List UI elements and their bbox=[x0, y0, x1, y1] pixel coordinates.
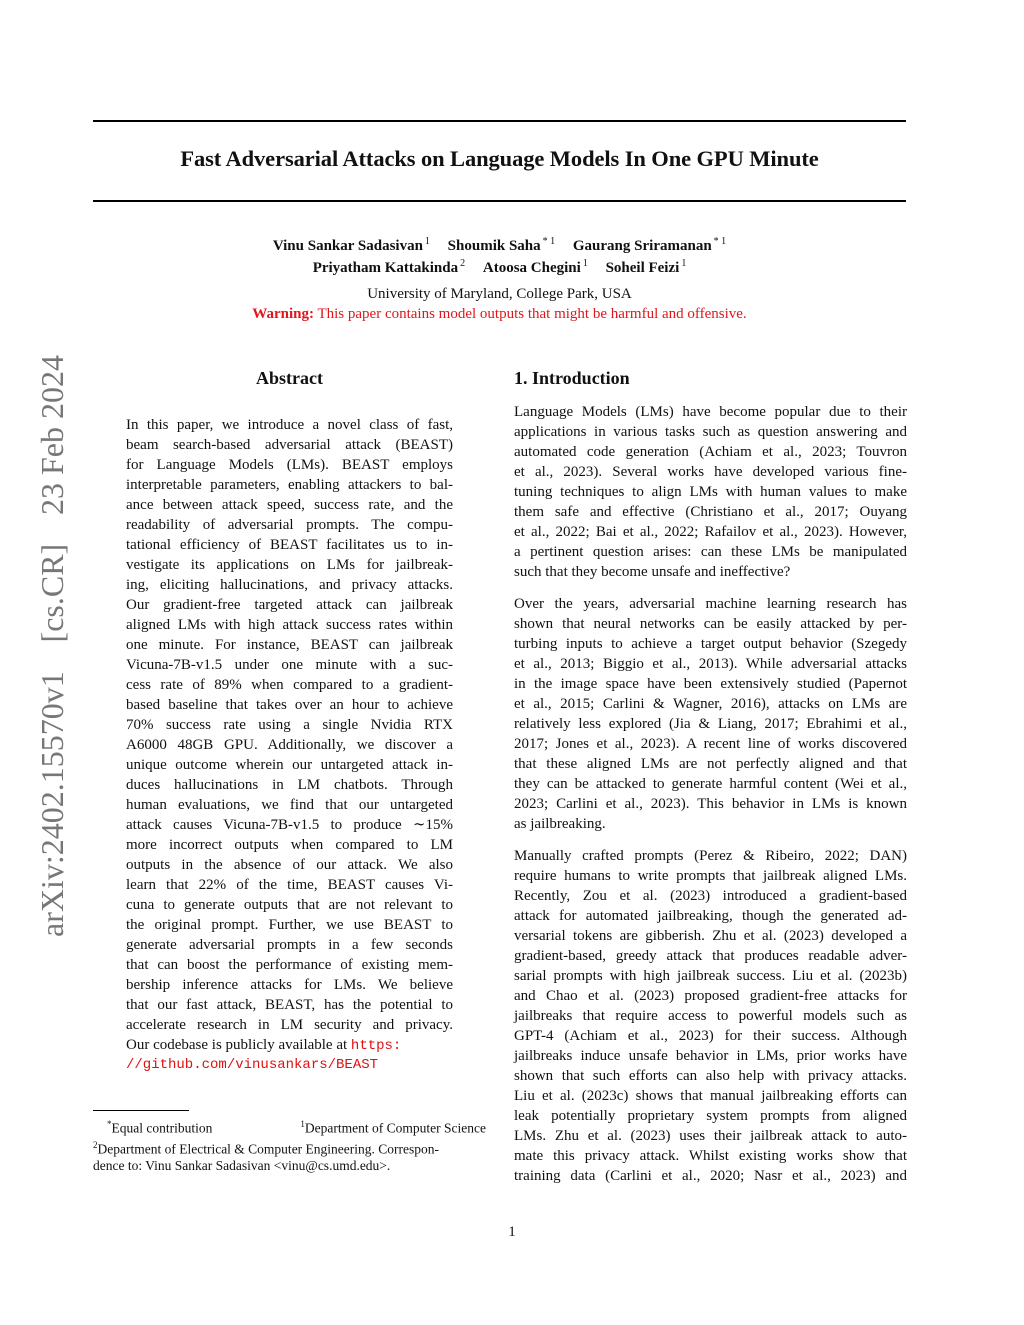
text-line: outputs in the absence of our attack. We also bbox=[126, 857, 453, 873]
text-line: more incorrect outputs when compared to LM bbox=[126, 837, 453, 853]
text-line: Vicuna-7B-v1.5 under one minute with a suc- bbox=[126, 657, 453, 673]
text-line: 70% success rate using a single Nvidia RTX bbox=[126, 717, 453, 733]
text-line: LMs. Zhu et al. (2023) uses their jailbreak attack to auto- bbox=[514, 1128, 907, 1144]
text-line: vestigate its applications on LMs for jailbreak- bbox=[126, 557, 453, 573]
text-line: aligned LMs with high attack success rates within bbox=[126, 617, 453, 633]
footnote-line-3: dence to: Vinu Sankar Sadasivan <vinu@cs.umd.edu>. bbox=[93, 1158, 391, 1173]
text-line: applications in various tasks such as question answering and bbox=[514, 424, 907, 440]
text-line: ing, eliciting hallucinations, and privacy attacks. bbox=[126, 577, 453, 593]
text-line: bership inference attacks for LMs. We believe bbox=[126, 977, 453, 993]
text-line: leak potentially proprietary system prompts from aligned bbox=[514, 1108, 907, 1124]
codebase-link[interactable]: https: bbox=[350, 1038, 402, 1054]
page-number: 1 bbox=[508, 1224, 516, 1240]
text-line: relatively less explored (Jia & Liang, 2017; Ebrahimi et al., bbox=[514, 716, 907, 732]
text-line: shown that such efforts can also help with privacy attacks. bbox=[514, 1068, 907, 1084]
text-line: Over the years, adversarial machine learning research has bbox=[514, 596, 907, 612]
text-line: gradient-based, greedy attack that produces readable adver- bbox=[514, 948, 907, 964]
text-line: Liu et al. (2023c) shows that manual jailbreaking efforts can bbox=[514, 1088, 907, 1104]
text-line: In this paper, we introduce a novel class of fast, bbox=[126, 417, 453, 433]
author: Priyatham Kattakinda $^2$ bbox=[312, 258, 466, 276]
footnote-rule bbox=[93, 1110, 189, 1111]
affiliation: University of Maryland, College Park, USA bbox=[367, 286, 632, 302]
text-line: Language Models (LMs) have become popular due to their bbox=[514, 404, 907, 420]
footnote-line-2: $^2$Department of Electrical & Computer Engineering. Correspon- bbox=[93, 1139, 440, 1156]
text-line: automated code generation (Achiam et al., 2023; Touvron bbox=[514, 444, 907, 460]
text-line: generate adversarial prompts in a few seconds bbox=[126, 937, 453, 953]
text-line: human evaluations, we find that our untargeted bbox=[126, 797, 453, 813]
text-line: tuning techniques to align LMs with human values to make bbox=[514, 484, 907, 500]
text-line: cuna to generate outputs that are not relevant to bbox=[126, 897, 453, 913]
codebase-link-continued[interactable]: //github.com/vinusankars/BEAST bbox=[126, 1057, 379, 1073]
arxiv-category: [cs.CR] bbox=[34, 543, 70, 643]
introduction-heading: 1. Introduction bbox=[514, 368, 630, 388]
text-line: a pertinent question arises: can these LMs be manipulated bbox=[514, 544, 907, 560]
text-line: shown that neural networks can be easily attacked by per- bbox=[514, 616, 907, 632]
text-line: et al., 2013; Biggio et al., 2013). While adversarial attacks bbox=[514, 656, 907, 672]
author: Soheil Feizi $^1$ bbox=[605, 258, 687, 276]
arxiv-id: arXiv:2402.15570v1 bbox=[34, 671, 70, 937]
text-line: Recently, Zou et al. (2023) introduced a gradient-based bbox=[514, 888, 907, 904]
title-bottom-rule bbox=[93, 200, 906, 202]
text-line: them safe and effective (Christiano et al., 2017; Ouyang bbox=[514, 504, 907, 520]
text-line: one minute. For instance, BEAST can jailbreak bbox=[126, 637, 453, 653]
text-line: tational efficiency of BEAST facilitates us to in- bbox=[126, 537, 453, 553]
text-line: they can be attacked to generate harmful content (Wei et al., bbox=[514, 776, 907, 792]
text-line: beam search-based adversarial attack (BEAST) bbox=[126, 437, 453, 453]
text-line: learn that 22% of the time, BEAST causes Vi- bbox=[126, 877, 453, 893]
author-row-1 bbox=[93, 236, 906, 255]
text-line: 2023; Carlini et al., 2023). This behavior in LMs is known bbox=[514, 796, 907, 812]
text-line: interpretable parameters, enabling attackers to bal- bbox=[126, 477, 453, 493]
abstract-heading: Abstract bbox=[256, 368, 323, 388]
text-line: that our fast attack, BEAST, has the potential to bbox=[126, 997, 453, 1013]
text-line: sarial prompts with high jailbreak success. Liu et al. (2023b) bbox=[514, 968, 907, 984]
text-line: unique outcome wherein our untargeted attack in- bbox=[126, 757, 453, 773]
text-line: ance between attack speed, success rate, and the bbox=[126, 497, 453, 513]
text-line: readability of adversarial prompts. The compu- bbox=[126, 517, 453, 533]
author: Shoumik Saha $^{* 1}$ bbox=[447, 236, 556, 254]
text-line: turbing inputs to achieve a target output behavior (Szegedy bbox=[514, 636, 907, 652]
text-line: GPT-4 (Achiam et al., 2023) for their success. Although bbox=[514, 1028, 907, 1044]
text-line: based baseline that takes over an hour to achieve bbox=[126, 697, 453, 713]
text-line: such that they become unsafe and ineffective? bbox=[514, 564, 791, 580]
text-line: Our codebase is publicly available at https: bbox=[126, 1037, 402, 1054]
text-line: in the image space have been extensively studied (Papernot bbox=[514, 676, 907, 692]
text-line: cess rate of 89% when compared to a gradient- bbox=[126, 677, 453, 693]
warning-text: This paper contains model outputs that might be harmful and offensive. bbox=[317, 306, 747, 322]
text-line: A6000 48GB GPU. Additionally, we discover a bbox=[126, 737, 453, 753]
text-line: require humans to write prompts that jailbreak aligned LMs. bbox=[514, 868, 907, 884]
text-line: and Chao et al. (2023) proposed gradient-free attacks for bbox=[514, 988, 907, 1004]
text-line: jailbreaks induce unsafe behavior in LMs, prior works have bbox=[514, 1048, 907, 1064]
text-line: Manually crafted prompts (Perez & Ribeiro, 2022; DAN) bbox=[514, 848, 907, 864]
text-line: et al., 2023). Several works have developed various fine- bbox=[514, 464, 907, 480]
text-line: Our gradient-free targeted attack can jailbreak bbox=[126, 597, 453, 613]
footnote-line-1: *Equal contribution $^1$Department of Computer Science bbox=[107, 1119, 486, 1136]
introduction-body bbox=[514, 402, 907, 1192]
arxiv-date: 23 Feb 2024 bbox=[34, 355, 70, 515]
warning-label: Warning: bbox=[252, 306, 314, 322]
paper-title: Fast Adversarial Attacks on Language Models In One GPU Minute bbox=[180, 146, 819, 171]
text-line: the original prompt. Further, we use BEAST to bbox=[126, 917, 453, 933]
title-top-rule bbox=[93, 120, 906, 122]
text-line: attack for automated jailbreaking, though the generated ad- bbox=[514, 908, 907, 924]
content-warning bbox=[93, 306, 906, 323]
text-line: that these aligned LMs are not perfectly aligned and that bbox=[514, 756, 907, 772]
footnote bbox=[93, 1116, 486, 1174]
author: Gaurang Sriramanan $^{* 1}$ bbox=[572, 236, 727, 254]
text-line: versarial tokens are gibberish. Zhu et al. (2023) developed a bbox=[514, 928, 907, 944]
text-line: 2017; Jones et al., 2023). A recent line of works discovered bbox=[514, 736, 907, 752]
author: Atoosa Chegini $^1$ bbox=[482, 258, 588, 276]
text-line: accelerate research in LM security and privacy. bbox=[126, 1017, 453, 1033]
text-line: that can boost the performance of existing mem- bbox=[126, 957, 453, 973]
text-line: et al., 2022; Bai et al., 2022; Rafailov et al., 2023). However, bbox=[514, 524, 907, 540]
author: Vinu Sankar Sadasivan $^1$ bbox=[272, 236, 430, 254]
text-line: as jailbreaking. bbox=[514, 816, 606, 832]
text-line: et al., 2015; Carlini & Wagner, 2016), attacks on LMs are bbox=[514, 696, 907, 712]
abstract-body bbox=[126, 415, 453, 1075]
text-line: attack causes Vicuna-7B-v1.5 to produce ∼15% bbox=[126, 817, 453, 833]
text-line: for Language Models (LMs). BEAST employs bbox=[126, 457, 453, 473]
text-line: duces hallucinations in LM chatbots. Through bbox=[126, 777, 453, 793]
text-line: mate this privacy attack. Whilst existing works show that bbox=[514, 1148, 907, 1164]
arxiv-side-stamp bbox=[30, 355, 74, 937]
author-row-2 bbox=[93, 258, 906, 277]
text-line: jailbreaks that require access to powerful models such as bbox=[514, 1008, 907, 1024]
text-line: training data (Carlini et al., 2020; Nasr et al., 2023) and bbox=[514, 1168, 907, 1184]
